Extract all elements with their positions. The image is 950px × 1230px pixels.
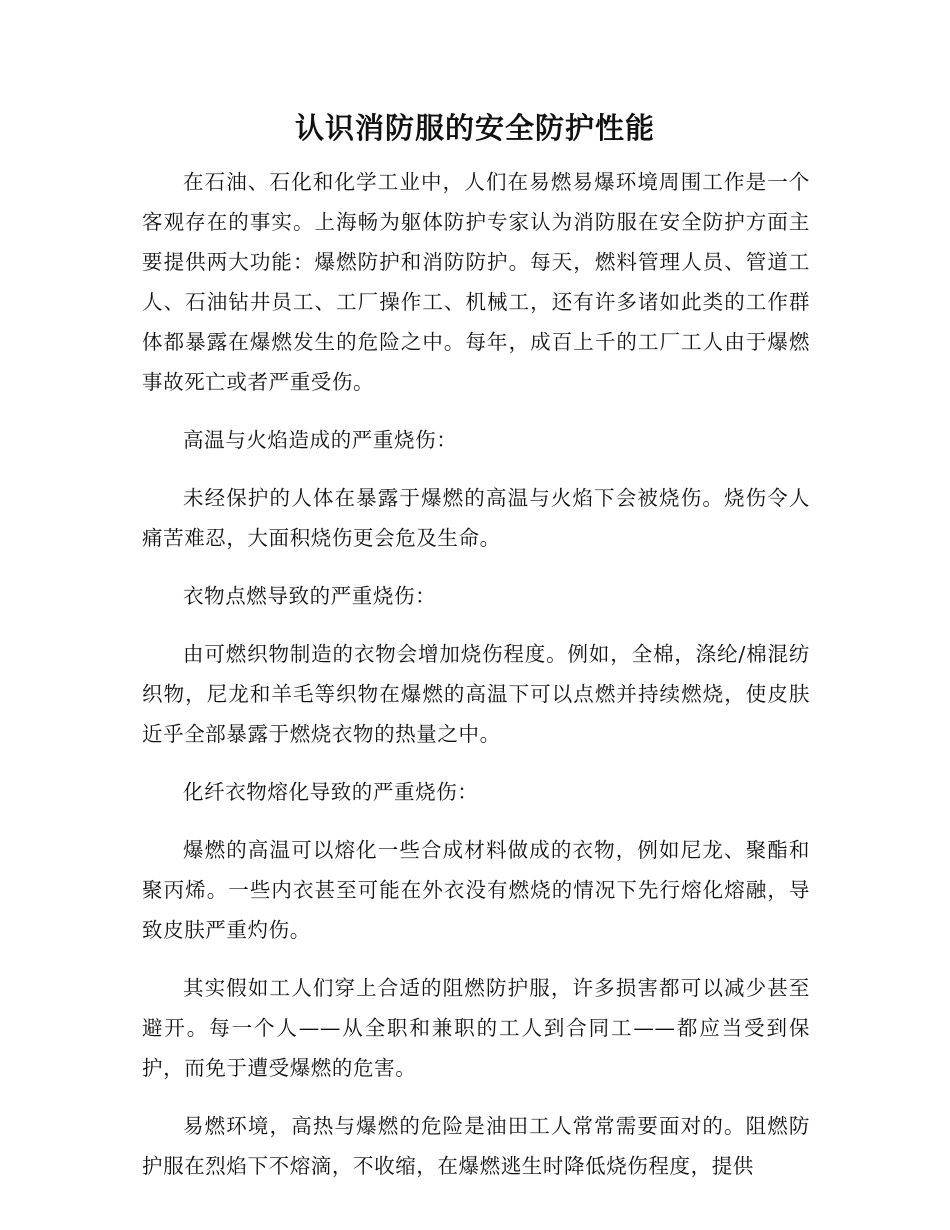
section-heading-clothing-ignition: 衣物点燃导致的严重烧伤：: [183, 584, 437, 608]
paragraph-oilfield: 易燃环境，高热与爆燃的危险是油田工人常常需要面对的。阻燃防护服在烈焰下不熔滴，不收缩，在爆燃逃生时降低烧伤程度，提供: [142, 1114, 810, 1178]
paragraph-intro: 在石油、石化和化学工业中，人们在易燃易爆环境周围工作是一个客观存在的事实。上海畅为躯体防护专家认为消防服在安全防护方面主要提供两大功能：爆燃防护和消防防护。每天，燃料管理人员、管道工人、石油钻井员工、工厂操作工、机械工，还有许多诸如此类的工作群体都暴露在爆燃发生的危险之中。每年，成百上千的工厂工人由于爆燃事故死亡或者严重受伤。: [142, 170, 810, 394]
paragraph-synthetic-melting: 爆燃的高温可以熔化一些合成材料做成的衣物，例如尼龙、聚酯和聚丙烯。一些内衣甚至可能在外衣没有燃烧的情况下先行熔化熔融，导致皮肤严重灼伤。: [142, 838, 810, 942]
paragraph-clothing-ignition: 由可燃织物制造的衣物会增加烧伤程度。例如，全棉，涤纶/棉混纺织物，尼龙和羊毛等织物在爆燃的高温下可以点燃并持续燃烧，使皮肤近乎全部暴露于燃烧衣物的热量之中。: [142, 642, 810, 746]
paragraph-high-temperature: 未经保护的人体在暴露于爆燃的高温与火焰下会被烧伤。烧伤令人痛苦难忍，大面积烧伤更会危及生命。: [142, 486, 810, 550]
section-heading-high-temperature: 高温与火焰造成的严重烧伤：: [183, 428, 458, 452]
section-heading-synthetic-melting: 化纤衣物熔化导致的严重烧伤：: [183, 780, 479, 804]
document-title: 认识消防服的安全防护性能: [294, 111, 655, 145]
document-body: [142, 162, 810, 1204]
paragraph-protection: 其实假如工人们穿上合适的阻燃防护服，许多损害都可以减少甚至避开。每一个人——从全职和兼职的工人到合同工——都应当受到保护，而免于遭受爆燃的危害。: [142, 976, 810, 1080]
